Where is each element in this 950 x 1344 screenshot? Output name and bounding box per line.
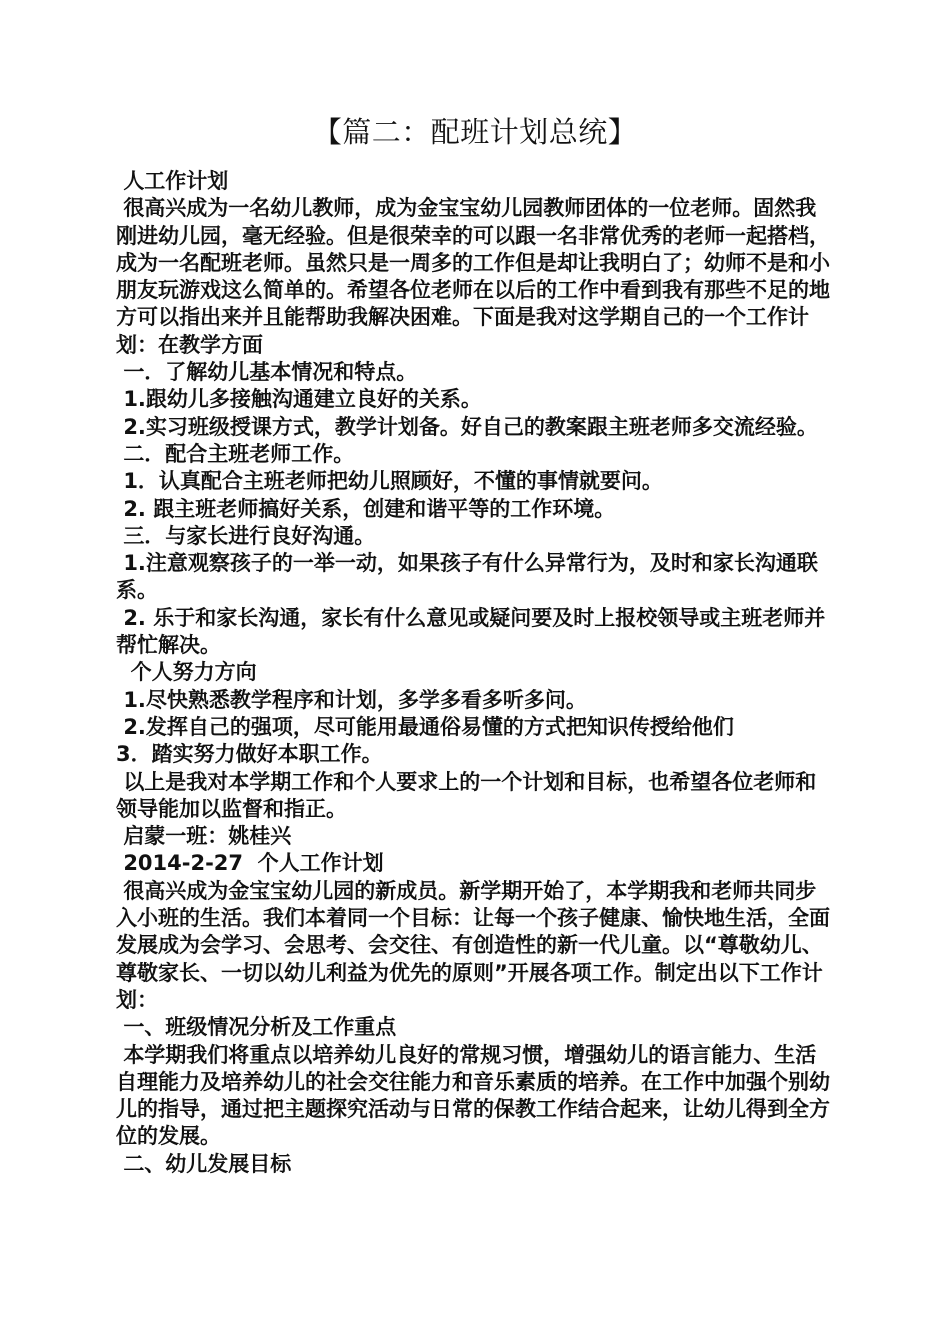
- paragraph: 2014-2-27 个人工作计划: [116, 851, 384, 876]
- paragraph: 1.注意观察孩子的一举一动，如果孩子有什么异常行为，及时和家长沟通联系。: [116, 551, 818, 603]
- document-title: 【篇二：配班计划总统】: [312, 115, 638, 149]
- paragraph: 二、幼儿发展目标: [116, 1151, 292, 1176]
- paragraph: 三．与家长进行良好沟通。: [116, 523, 376, 548]
- document-body: [116, 168, 836, 1178]
- paragraph: 很高兴成为金宝宝幼儿园的新成员。新学期开始了，本学期我和老师共同步入小班的生活。我们本着同一个目标：让每一个孩子健康、愉快地生活，全面发展成为会学习、会思考、会交往、有创造性的新一代儿童。以“尊敬幼儿、尊敬家长、一切以幼儿利益为优先的原则”开展各项工作。制定出以下工作计划：: [116, 878, 830, 1012]
- paragraph: 1.尽快熟悉教学程序和计划，多学多看多听多问。: [116, 687, 587, 712]
- paragraph: 本学期我们将重点以培养幼儿良好的常规习惯，增强幼儿的语言能力、生活自理能力及培养幼儿的社会交往能力和音乐素质的培养。在工作中加强个别幼儿的指导，通过把主题探究活动与日常的保教工作结合起来，让幼儿得到全方位的发展。: [116, 1042, 830, 1149]
- paragraph: 一．了解幼儿基本情况和特点。: [116, 360, 418, 385]
- paragraph: 二．配合主班老师工作。: [116, 441, 355, 466]
- paragraph: 个人努力方向: [116, 660, 257, 685]
- paragraph: 2. 跟主班老师搞好关系，创建和谐平等的工作环境。: [116, 496, 616, 521]
- paragraph: 一、班级情况分析及工作重点: [116, 1015, 397, 1040]
- paragraph: 2. 乐于和家长沟通，家长有什么意见或疑问要及时上报校领导或主班老师并帮忙解决。: [116, 605, 826, 658]
- paragraph: 2.实习班级授课方式，教学计划备。好自己的教案跟主班老师多交流经验。: [116, 414, 818, 439]
- paragraph: 以上是我对本学期工作和个人要求上的一个计划和目标，也希望各位老师和领导能加以监督和指正。: [116, 769, 817, 821]
- paragraph: 人工作计划: [116, 169, 229, 193]
- paragraph: 2.发挥自己的强项，尽可能用最通俗易懂的方式把知识传授给他们: [116, 714, 734, 739]
- paragraph: 很高兴成为一名幼儿教师，成为金宝宝幼儿园教师团体的一位老师。固然我刚进幼儿园，毫无经验。但是很荣幸的可以跟一名非常优秀的老师一起搭档，成为一名配班老师。虽然只是一周多的工作但是却让我明白了；幼师不是和小朋友玩游戏这么简单的。希望各位老师在以后的工作中看到我有那些不足的地方可以指出来并且能帮助我解决困难。下面是我对这学期自己的一个工作计划：在教学方面: [116, 196, 830, 357]
- paragraph: 启蒙一班：姚桂兴: [116, 824, 292, 849]
- paragraph: 3．踏实努力做好本职工作。: [116, 742, 383, 767]
- paragraph: 1.跟幼儿多接触沟通建立良好的关系。: [116, 387, 482, 412]
- paragraph: 1．认真配合主班老师把幼儿照顾好，不懂的事情就要问。: [116, 469, 663, 494]
